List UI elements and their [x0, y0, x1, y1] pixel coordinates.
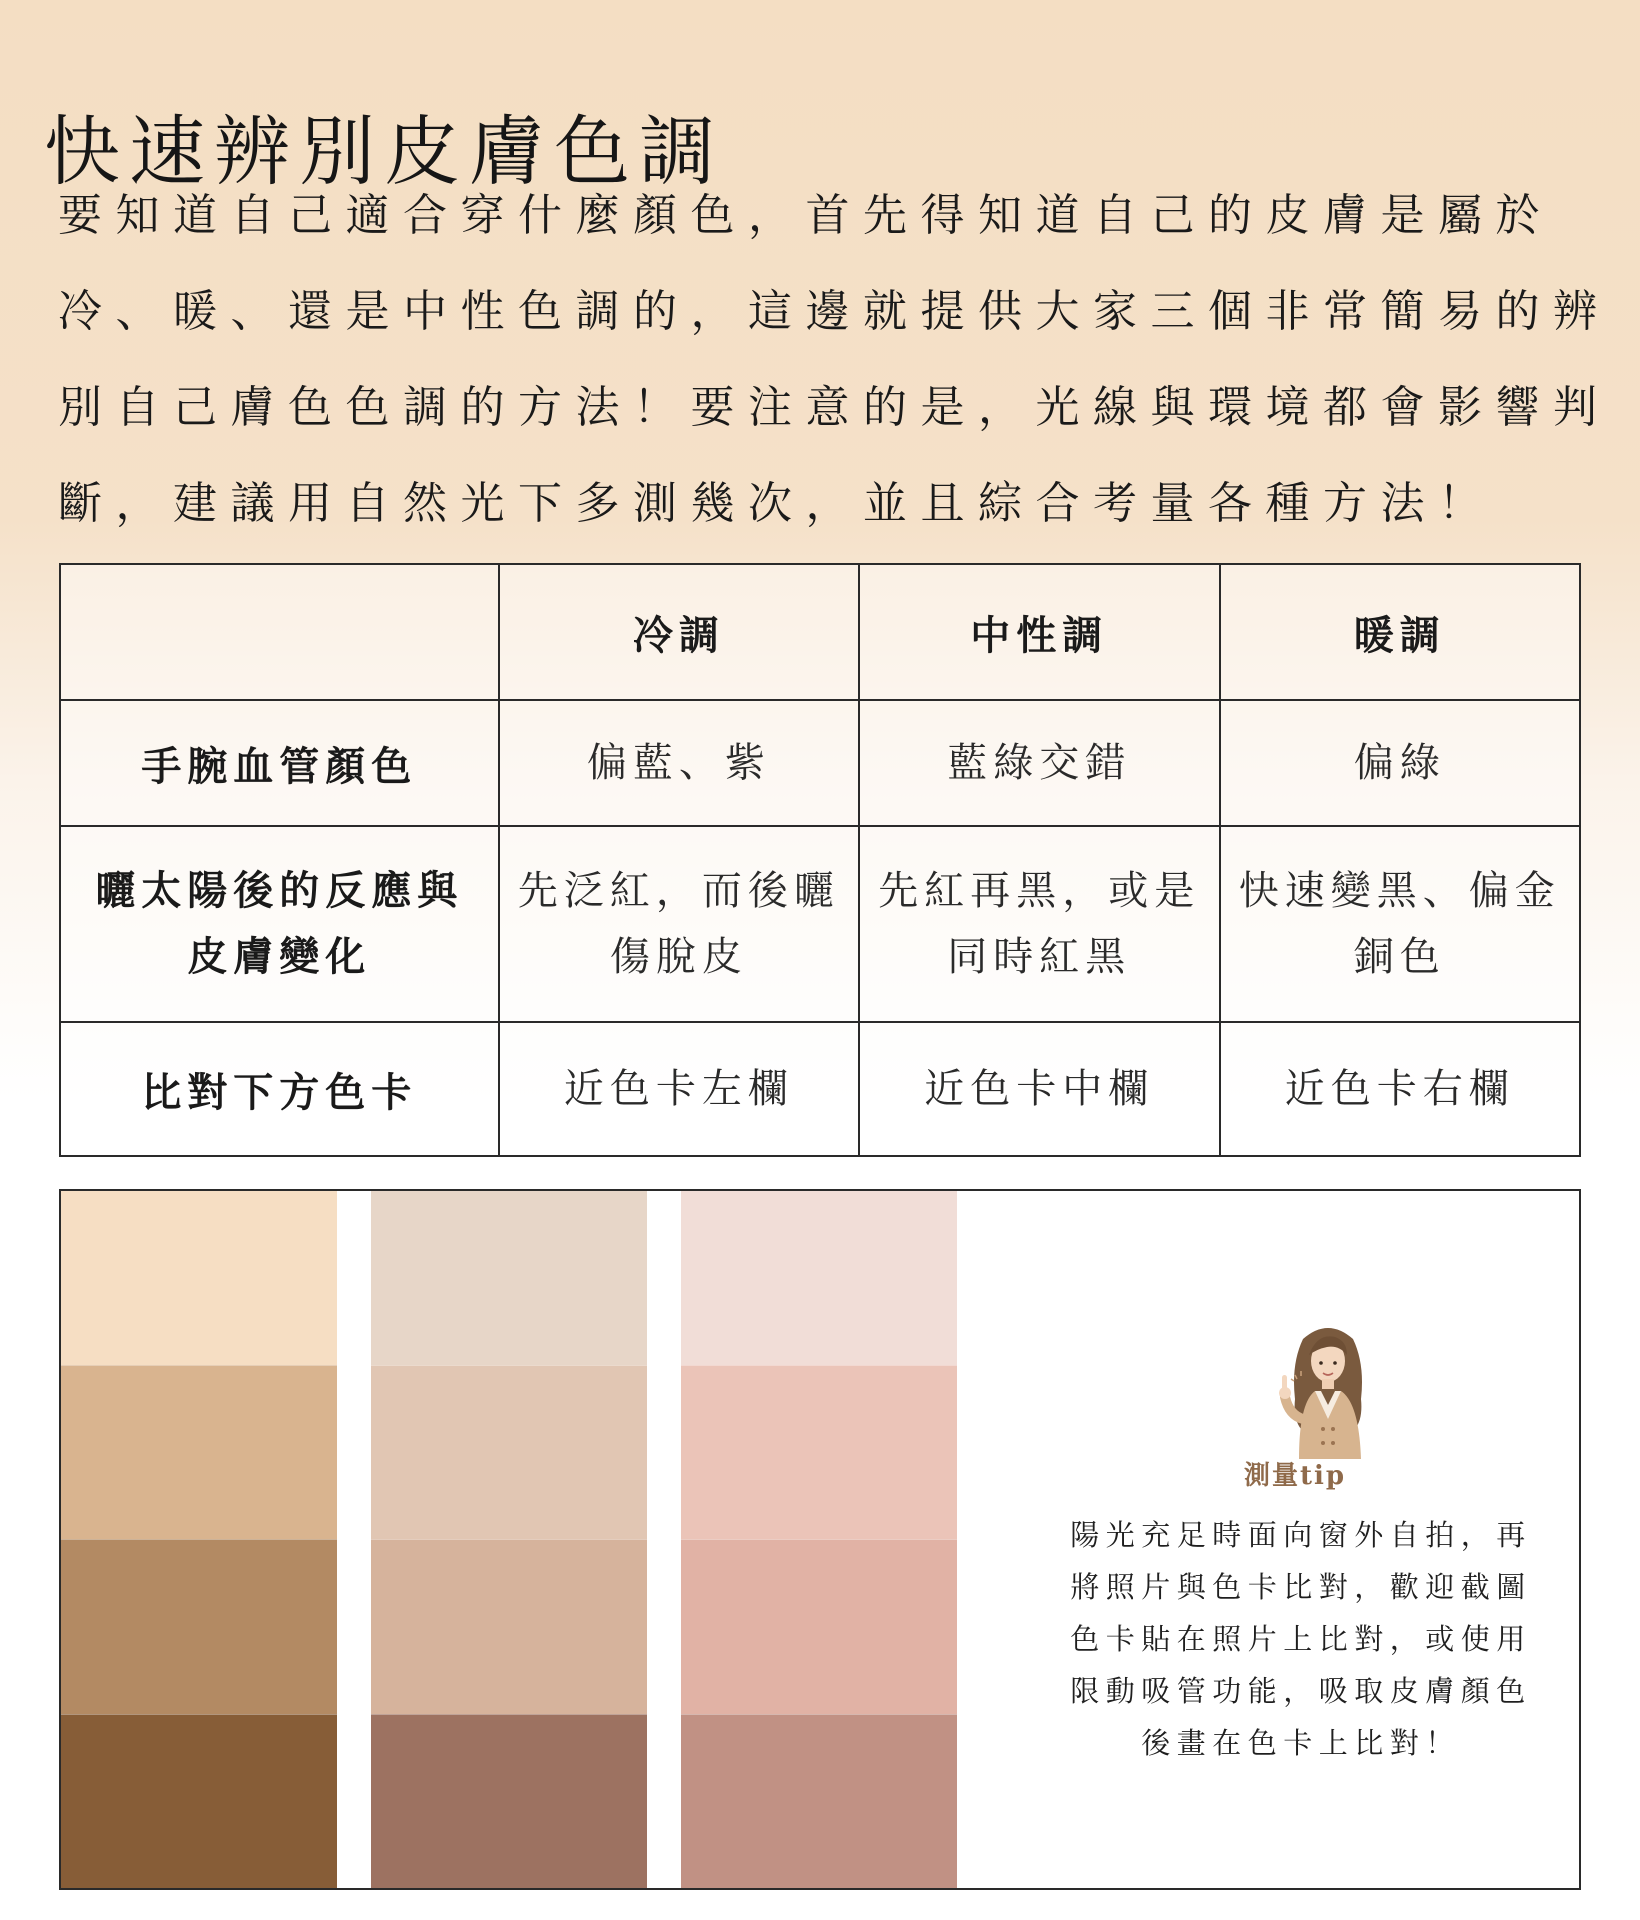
tip-line: 限動吸管功能，吸取皮膚顏色: [1070, 1674, 1532, 1708]
color-swatch: [371, 1714, 647, 1889]
cell-line: 同時紅黑: [947, 934, 1132, 980]
cell-line: 快速變黑、偏金: [1238, 868, 1561, 914]
cell-line: 近色卡中欄: [924, 1066, 1155, 1112]
intro-line: 冷、暖、還是中性色調的，這邊就提供大家三個非常簡易的辨: [58, 286, 1611, 337]
table-cell: [859, 826, 1219, 1022]
tip-line: 色卡貼在照片上比對，或使用: [1070, 1622, 1532, 1656]
color-swatch: [681, 1539, 957, 1714]
cell-line: 偏綠: [1353, 740, 1446, 786]
column-header-cool: 冷調: [499, 564, 859, 700]
row-header: [60, 700, 499, 826]
cell-line: 近色卡右欄: [1284, 1066, 1515, 1112]
measurement-tip: [1011, 1191, 1579, 1888]
row-header-line: 曬太陽後的反應與: [95, 868, 464, 914]
color-swatch: [371, 1365, 647, 1540]
tip-text: [1070, 1509, 1532, 1769]
color-swatch: [61, 1191, 337, 1365]
table-row-sun-reaction: [60, 826, 1580, 1022]
tip-line: 後畫在色卡上比對！: [1141, 1726, 1461, 1760]
cell-line: 藍綠交錯: [947, 740, 1132, 786]
row-header-line: 手腕血管顏色: [141, 743, 418, 790]
table-row-vein-color: [60, 700, 1580, 826]
swatch-column-neutral: [371, 1191, 647, 1888]
cell-line: 偏藍、紫: [586, 740, 771, 786]
color-swatch: [61, 1539, 337, 1714]
table-cell: [499, 1022, 859, 1156]
column-header-neutral: 中性調: [859, 564, 1219, 700]
table-corner-cell: [60, 564, 499, 700]
color-swatch: [61, 1714, 337, 1889]
table-header-row: [60, 564, 1580, 700]
swatch-column-cool: [61, 1191, 337, 1888]
intro-line: 別自己膚色色調的方法！要注意的是，光線與環境都會影響判: [58, 382, 1611, 433]
row-header-line: 皮膚變化: [187, 934, 372, 980]
row-header: [60, 1022, 499, 1156]
color-swatch: [681, 1191, 957, 1365]
table-cell: [1220, 826, 1580, 1022]
tip-label: 測量tip: [1243, 1461, 1347, 1491]
skin-tone-comparison-table: [59, 563, 1581, 1157]
row-header-line: 比對下方色卡: [141, 1069, 418, 1116]
cell-line: 傷脫皮: [609, 934, 748, 980]
row-header: [60, 826, 499, 1022]
cell-line: 先紅再黑，或是: [878, 868, 1201, 914]
color-card-panel: [59, 1189, 1581, 1890]
cell-line: 近色卡左欄: [563, 1066, 794, 1112]
intro-line: 要知道自己適合穿什麼顏色，首先得知道自己的皮膚是屬於: [58, 190, 1553, 241]
color-swatch: [681, 1714, 957, 1889]
table-cell: [499, 826, 859, 1022]
table-cell: [499, 700, 859, 826]
column-header-warm: 暖調: [1220, 564, 1580, 700]
intro-paragraph: [58, 168, 1611, 552]
table-row-color-card: [60, 1022, 1580, 1156]
woman-pointing-icon: [1273, 1319, 1383, 1459]
table-cell: [1220, 700, 1580, 826]
tip-line: 將照片與色卡比對，歡迎截圖: [1070, 1570, 1532, 1604]
swatch-column-warm: [681, 1191, 957, 1888]
table-cell: [859, 700, 1219, 826]
cell-line: 銅色: [1353, 934, 1446, 980]
intro-line: 斷，建議用自然光下多測幾次，並且綜合考量各種方法！: [58, 478, 1496, 529]
table-cell: [859, 1022, 1219, 1156]
color-swatch: [371, 1191, 647, 1365]
color-swatch: [681, 1365, 957, 1540]
table-cell: [1220, 1022, 1580, 1156]
cell-line: 先泛紅，而後曬: [517, 868, 840, 914]
color-swatch: [371, 1539, 647, 1714]
tip-line: 陽光充足時面向窗外自拍，再: [1070, 1518, 1532, 1552]
color-swatch: [61, 1365, 337, 1540]
page-title: 快速辨別皮膚色調: [44, 106, 724, 196]
